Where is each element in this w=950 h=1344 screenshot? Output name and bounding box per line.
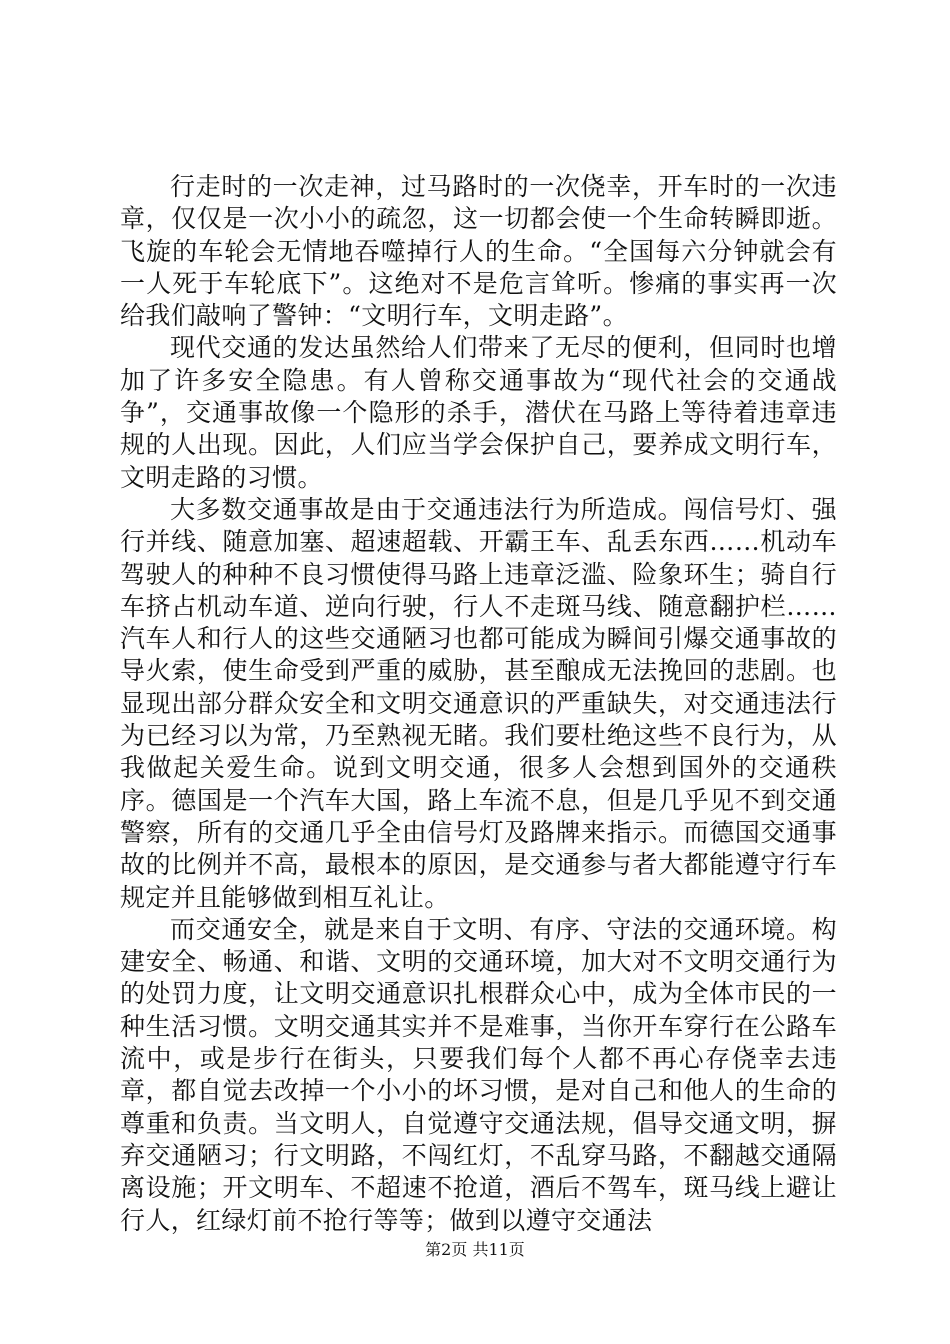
paragraph-3: 大多数交通事故是由于交通违法行为所造成。闯信号灯、强行并线、随意加塞、超速超载、开霸王车、乱丢东西……机动车驾驶人的种种不良习惯使得马路上违章泛滥、险象环生；骑自行车挤占机动车道、逆向行驶，行人不走斑马线、随意翻护栏……汽车人和行人的这些交通陋习也都可能成为瞬间引爆交通事故的导火索，使生命受到严重的威胁，甚至酿成无法挽回的悲剧。也显现出部分群众安全和文明交通意识的严重缺失，对交通违法行为已经习以为常，乃至熟视无睹。我们要杜绝这些不良行为，从我做起关爱生命。说到文明交通，很多人会想到国外的交通秩序。德国是一个汽车大国，路上车流不息，但是几乎见不到交通警察，所有的交通几乎全由信号灯及路牌来指示。而德国交通事故的比例并不高，最根本的原因，是交通参与者大都能遵守行车规定并且能够做到相互礼让。 [120,494,837,912]
paragraph-4: 而交通安全，就是来自于文明、有序、守法的交通环境。构建安全、畅通、和谐、文明的交通环境，加大对不文明交通行为的处罚力度，让文明交通意识扎根群众心中，成为全体市民的一种生活习惯。文明交通其实并不是难事，当你开车穿行在公路车流中，或是步行在街头，只要我们每个人都不再心存侥幸去违章，都自觉去改掉一个小小的坏习惯，是对自己和他人的生命的尊重和负责。当文明人，自觉遵守交通法规，倡导交通文明，摒弃交通陋习；行文明路，不闯红灯，不乱穿马路，不翻越交通隔离设施；开文明车、不超速不抢道，酒后不驾车，斑马线上避让行人，红绿灯前不抢行等等；做到以遵守交通法 [120,914,837,1235]
paragraph-2: 现代交通的发达虽然给人们带来了无尽的便利，但同时也增加了许多安全隐患。有人曾称交通事故为“现代社会的交通战争”，交通事故像一个隐形的杀手，潜伏在马路上等待着违章违规的人出现。因此，人们应当学会保护自己，要养成文明行车，文明走路的习惯。 [120,333,837,492]
page-footer: 第2页 共11页 [425,1240,525,1259]
paragraph-1: 行走时的一次走神，过马路时的一次侥幸，开车时的一次违章，仅仅是一次小小的疏忽，这一切都会使一个生命转瞬即逝。飞旋的车轮会无情地吞噬掉行人的生命。“全国每六分钟就会有一人死于车轮底下”。这绝对不是危言耸听。惨痛的事实再一次给我们敲响了警钟：“文明行车，文明走路”。 [120,172,837,331]
body-text [120,171,837,1237]
